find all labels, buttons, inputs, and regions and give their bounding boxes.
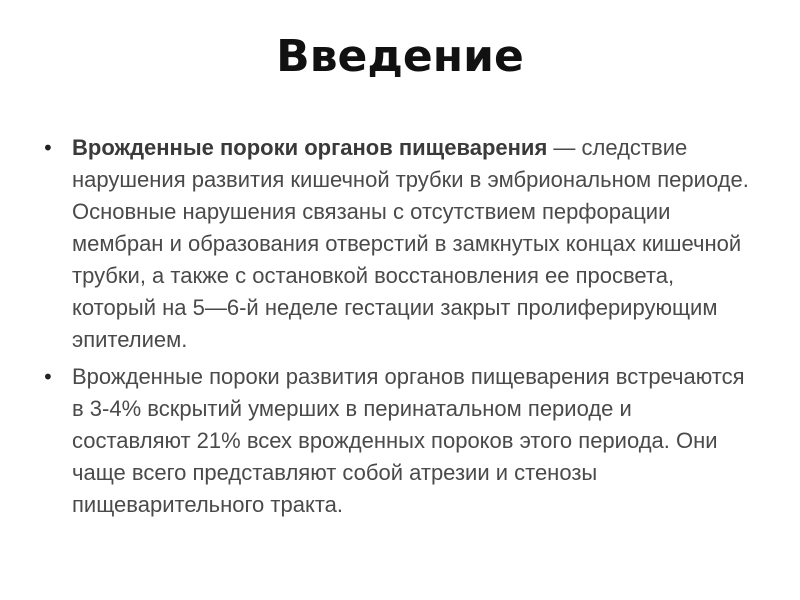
- slide-title: Введение: [276, 31, 524, 82]
- bullet-text: Врожденные пороки развития органов пищеварения встречаются в 3-4% вскрытий умерших в перинатальном периоде и составляют 21% всех врожденных пороков этого периода. Они чаще всего представляют собой атрезии и стенозы пищеварительного тракта.: [72, 364, 745, 517]
- bullet-text: — следствие нарушения развития кишечной трубки в эмбриональном периоде. Основные нарушения связаны с отсутствием перфорации мембран и образования отверстий в замкнутых концах кишечной трубки, а также с остановкой восстановления ее просвета, который на 5—6-й неделе гестации закрыт пролиферирующим эпителием.: [72, 135, 749, 352]
- bullet-item: [42, 361, 752, 521]
- bullet-emphasis: Врожденные пороки органов пищеварения: [72, 135, 548, 160]
- bullet-marker-icon: •: [42, 136, 54, 160]
- bullet-item: [42, 132, 752, 356]
- bullet-marker-icon: •: [42, 365, 54, 389]
- bullet-list: [42, 132, 752, 526]
